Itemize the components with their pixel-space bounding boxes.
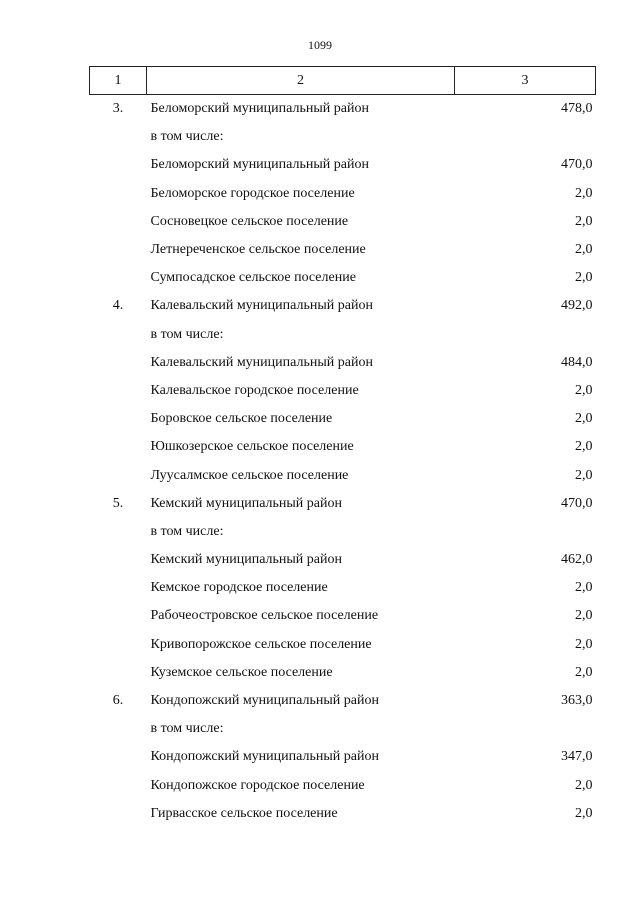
row-number [90, 264, 147, 292]
row-number [90, 433, 147, 461]
row-value: 462,0 [561, 552, 593, 568]
row-name: Кондопожское городское поселение [150, 777, 365, 793]
table-row [90, 180, 596, 208]
row-value: 2,0 [575, 467, 593, 483]
table-row [90, 715, 596, 743]
row-value: 2,0 [575, 270, 593, 286]
table-row [90, 433, 596, 461]
row-value: 2,0 [575, 636, 593, 652]
row-name: Гирвасское сельское поселение [150, 805, 338, 821]
row-value: 478,0 [561, 101, 593, 117]
table-row [90, 208, 596, 236]
table-row [90, 321, 596, 349]
row-number [90, 377, 147, 405]
row-name: Летнереченское сельское поселение [150, 242, 366, 258]
row-number: 3. [112, 101, 124, 117]
table-row [90, 687, 596, 715]
table-row [90, 264, 596, 292]
row-name: Калевальский муниципальный район [150, 298, 373, 314]
row-value: 2,0 [575, 608, 593, 624]
row-value [455, 123, 596, 151]
row-number [90, 602, 147, 630]
row-value [455, 321, 596, 349]
row-name: Луусалмское сельское поселение [150, 467, 349, 483]
table-row [90, 123, 596, 151]
table-row [90, 349, 596, 377]
table-row [90, 461, 596, 489]
row-number [90, 208, 147, 236]
column-header-1: 1 [90, 67, 147, 95]
row-name: Кривопорожское сельское поселение [150, 636, 372, 652]
row-name: Беломорское городское поселение [150, 185, 355, 201]
row-value: 2,0 [575, 185, 593, 201]
header-row [90, 67, 596, 95]
row-name: Беломорский муниципальный район [150, 157, 369, 173]
row-name: Кемское городское поселение [150, 580, 328, 596]
row-value: 363,0 [561, 693, 593, 709]
row-number: 4. [112, 298, 124, 314]
row-value: 2,0 [575, 213, 593, 229]
table-row [90, 151, 596, 179]
row-number [90, 518, 147, 546]
row-number [90, 405, 147, 433]
row-name: Сумпосадское сельское поселение [150, 270, 356, 286]
row-number [90, 236, 147, 264]
table-row [90, 800, 596, 828]
row-name: Калевальский муниципальный район [150, 354, 373, 370]
table-row [90, 292, 596, 320]
row-value [455, 518, 596, 546]
row-value: 2,0 [575, 382, 593, 398]
table-row [90, 743, 596, 771]
row-number [90, 321, 147, 349]
row-name: в том числе: [150, 326, 224, 342]
column-header-3: 3 [455, 67, 596, 95]
allocation-table [89, 66, 596, 828]
row-name: Сосновецкое сельское поселение [150, 213, 349, 229]
table-body [90, 95, 596, 828]
row-value: 2,0 [575, 439, 593, 455]
row-value: 492,0 [561, 298, 593, 314]
column-header-2: 2 [147, 67, 455, 95]
row-name: Калевальское городское поселение [150, 382, 359, 398]
row-number [90, 715, 147, 743]
row-value: 2,0 [575, 242, 593, 258]
table-row [90, 772, 596, 800]
row-name: Рабочеостровское сельское поселение [150, 608, 379, 624]
row-number [90, 461, 147, 489]
row-number [90, 574, 147, 602]
table-row [90, 405, 596, 433]
table-row [90, 236, 596, 264]
row-value: 470,0 [561, 157, 593, 173]
table-row [90, 659, 596, 687]
row-number [90, 546, 147, 574]
table-row [90, 574, 596, 602]
row-value: 2,0 [575, 664, 593, 680]
row-number: 6. [112, 693, 124, 709]
row-value: 2,0 [575, 777, 593, 793]
row-number [90, 180, 147, 208]
row-value: 2,0 [575, 411, 593, 427]
row-name: Боровское сельское поселение [150, 411, 333, 427]
table-row [90, 490, 596, 518]
row-name: Кемский муниципальный район [150, 552, 342, 568]
row-value: 470,0 [561, 495, 593, 511]
row-number [90, 631, 147, 659]
row-name: Юшкозерское сельское поселение [150, 439, 354, 455]
row-value: 2,0 [575, 805, 593, 821]
row-name: Кондопожский муниципальный район [150, 749, 379, 765]
row-name: Куземское сельское поселение [150, 664, 333, 680]
page-number: 1099 [308, 38, 332, 52]
table-row [90, 518, 596, 546]
row-name: в том числе: [150, 721, 224, 737]
row-value: 2,0 [575, 580, 593, 596]
table-header [90, 67, 596, 95]
row-number [90, 659, 147, 687]
table-row [90, 546, 596, 574]
row-name: Кемский муниципальный район [150, 495, 342, 511]
table-row [90, 95, 596, 124]
row-name: Кондопожский муниципальный район [150, 693, 379, 709]
row-number [90, 151, 147, 179]
row-number: 5. [112, 495, 124, 511]
table-row [90, 631, 596, 659]
table-row [90, 377, 596, 405]
row-number [90, 772, 147, 800]
row-name: в том числе: [150, 129, 224, 145]
row-number [90, 743, 147, 771]
row-number [90, 123, 147, 151]
row-value [455, 715, 596, 743]
row-value: 347,0 [561, 749, 593, 765]
row-name: Беломорский муниципальный район [150, 101, 369, 117]
row-number [90, 800, 147, 828]
row-number [90, 349, 147, 377]
row-name: в том числе: [150, 523, 224, 539]
table-row [90, 602, 596, 630]
row-value: 484,0 [561, 354, 593, 370]
